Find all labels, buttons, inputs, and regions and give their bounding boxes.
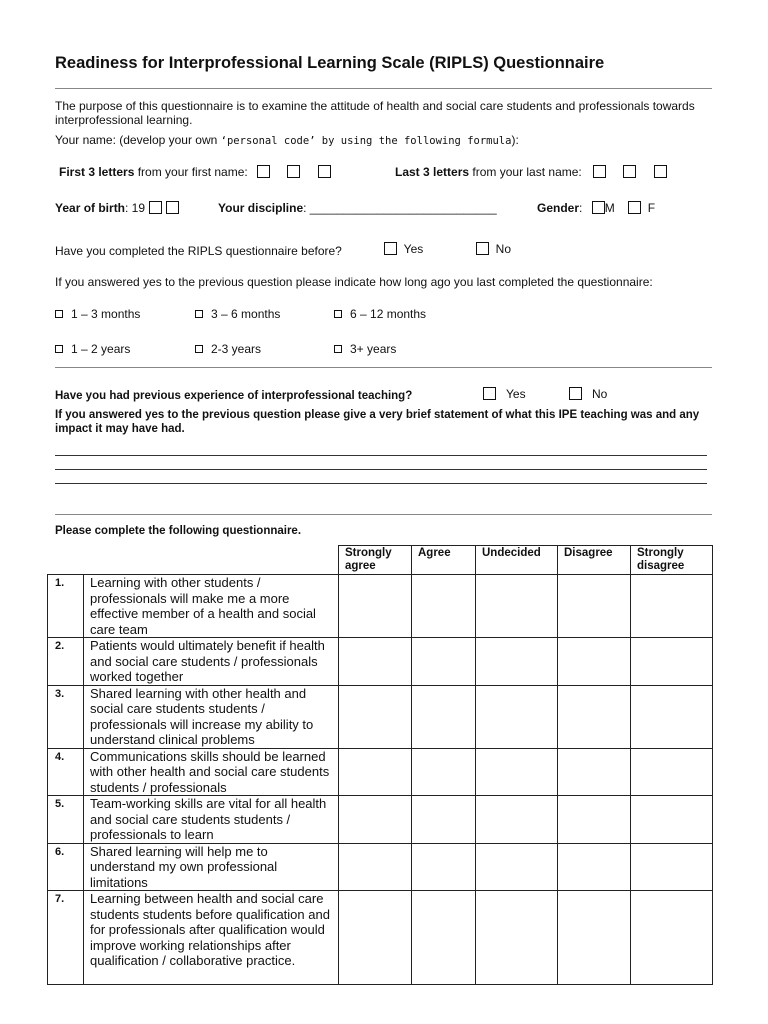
response-cell[interactable] [339, 685, 412, 748]
divider [55, 367, 712, 368]
response-cell[interactable] [339, 748, 412, 796]
gender-m-checkbox[interactable] [592, 201, 605, 214]
gender-row [537, 201, 655, 215]
item-statement: Communications skills should be learned with other health and social care students students / professionals [84, 748, 339, 796]
duration-checkbox[interactable] [55, 345, 63, 353]
response-cell[interactable] [631, 843, 713, 891]
item-number: 4. [48, 748, 84, 796]
last-letter-2-box[interactable] [623, 165, 636, 178]
response-cell[interactable] [558, 843, 631, 891]
response-cell[interactable] [558, 638, 631, 686]
response-cell[interactable] [339, 796, 412, 844]
header-strongly-disagree: Strongly disagree [631, 546, 713, 575]
name-prompt-start: Your name: (develop your own [55, 133, 221, 147]
duration-option-2[interactable] [195, 307, 280, 321]
response-cell[interactable] [339, 843, 412, 891]
table-row [48, 796, 713, 844]
duration-option-5[interactable] [195, 342, 261, 356]
response-cell[interactable] [631, 796, 713, 844]
item-statement: Shared learning with other health and social care students students / professionals will increase my ability to understand clinical problems [84, 685, 339, 748]
gender-f-label: F [647, 201, 656, 215]
table-header-row [48, 546, 713, 575]
header-agree: Agree [412, 546, 476, 575]
ripls-before-question: Have you completed the RIPLS questionnaire before? [55, 244, 342, 258]
item-number: 6. [48, 843, 84, 891]
first-letters-row [59, 165, 331, 179]
year-digit-2-box[interactable] [166, 201, 179, 214]
intro-text: The purpose of this questionnaire is to examine the attitude of health and social care students and professionals towards interprofessional learning. [55, 99, 695, 127]
item-statement: Patients would ultimately benefit if health and social care students / professionals worked together [84, 638, 339, 686]
response-cell[interactable] [631, 891, 713, 985]
response-cell[interactable] [476, 891, 558, 985]
item-statement: Shared learning will help me to understand my own professional limitations [84, 843, 339, 891]
first-letter-2-box[interactable] [287, 165, 300, 178]
gender-m-label: M [604, 201, 615, 215]
year-digit-1-box[interactable] [149, 201, 162, 214]
table-row [48, 575, 713, 638]
ripls-yes-label: Yes [403, 242, 424, 256]
response-cell[interactable] [558, 575, 631, 638]
header-strongly-agree: Strongly agree [339, 546, 412, 575]
response-cell[interactable] [476, 843, 558, 891]
response-cell[interactable] [339, 891, 412, 985]
response-cell[interactable] [412, 796, 476, 844]
response-cell[interactable] [412, 843, 476, 891]
ripls-yes-checkbox[interactable] [384, 242, 397, 255]
last-letters-rest: from your last name: [469, 165, 582, 179]
duration-label: 1 – 2 years [71, 342, 131, 356]
duration-label: 1 – 3 months [71, 307, 141, 321]
gender-label: Gender [537, 201, 580, 215]
duration-option-4[interactable] [55, 342, 130, 356]
item-statement: Learning between health and social care students students before qualification and for professionals after qualification would improve working relationships after qualification / collaborative practice. [84, 891, 339, 985]
item-statement: Learning with other students / professionals will make me a more effective member of a health and social care team [84, 575, 339, 638]
duration-option-3[interactable] [334, 307, 426, 321]
divider [55, 514, 712, 515]
last-letters-row [395, 165, 667, 179]
table-row [48, 638, 713, 686]
ripls-no-option [476, 242, 511, 256]
ipe-no-checkbox[interactable] [569, 387, 582, 400]
item-number: 3. [48, 685, 84, 748]
item-statement: Team-working skills are vital for all health and social care students students / professionals to learn [84, 796, 339, 844]
duration-checkbox[interactable] [195, 310, 203, 318]
last-letter-1-box[interactable] [593, 165, 606, 178]
response-cell[interactable] [476, 638, 558, 686]
page-title: Readiness for Interprofessional Learning Scale (RIPLS) Questionnaire [55, 54, 605, 72]
blank-cell [48, 546, 84, 575]
response-cell[interactable] [412, 891, 476, 985]
item-number: 1. [48, 575, 84, 638]
duration-label: 6 – 12 months [350, 307, 427, 321]
duration-checkbox[interactable] [334, 310, 342, 318]
complete-prompt: Please complete the following questionnaire. [55, 525, 302, 537]
first-letter-3-box[interactable] [318, 165, 331, 178]
duration-label: 2-3 years [211, 342, 262, 356]
response-line-3[interactable] [55, 483, 707, 484]
response-cell[interactable] [339, 638, 412, 686]
table-row [48, 843, 713, 891]
response-cell[interactable] [339, 575, 412, 638]
header-undecided: Undecided [476, 546, 558, 575]
year-of-birth-row [55, 201, 179, 215]
response-cell[interactable] [412, 685, 476, 748]
discipline-field[interactable]: : ____________________________ [303, 201, 497, 215]
year-of-birth-label: Year of birth [55, 201, 126, 215]
table-row [48, 748, 713, 796]
response-cell[interactable] [412, 638, 476, 686]
duration-option-6[interactable] [334, 342, 396, 356]
response-cell[interactable] [631, 685, 713, 748]
divider [55, 88, 712, 89]
response-cell[interactable] [631, 575, 713, 638]
response-cell[interactable] [631, 638, 713, 686]
item-number: 7. [48, 891, 84, 985]
ipe-yes-option [483, 387, 526, 401]
response-cell[interactable] [476, 575, 558, 638]
discipline-label: Your discipline [218, 201, 304, 215]
response-cell[interactable] [558, 891, 631, 985]
duration-checkbox[interactable] [334, 345, 342, 353]
year-of-birth-prefix: : 19 [125, 201, 146, 215]
name-prompt-formula: ‘personal code’ by using the following formula [220, 135, 512, 147]
ipe-no-label: No [592, 387, 608, 401]
ipe-yes-label: Yes [506, 387, 526, 401]
first-letter-1-box[interactable] [257, 165, 270, 178]
response-cell[interactable] [476, 685, 558, 748]
duration-label: 3 – 6 months [211, 307, 281, 321]
gender-colon: : [579, 201, 583, 215]
table-row [48, 685, 713, 748]
duration-option-1[interactable] [55, 307, 140, 321]
ipe-no-option [569, 387, 607, 401]
response-cell[interactable] [558, 685, 631, 748]
response-cell[interactable] [558, 796, 631, 844]
last-letters-label: Last 3 letters [395, 165, 470, 179]
duration-label: 3+ years [350, 342, 397, 356]
header-disagree: Disagree [558, 546, 631, 575]
ripls-yes-option [384, 242, 423, 256]
response-line-1[interactable] [55, 455, 707, 456]
gender-f-checkbox[interactable] [628, 201, 641, 214]
response-line-2[interactable] [55, 469, 707, 470]
ipe-yes-checkbox[interactable] [483, 387, 496, 400]
ripls-no-label: No [495, 242, 512, 256]
discipline-row [218, 201, 497, 215]
duration-checkbox[interactable] [195, 345, 203, 353]
item-number: 5. [48, 796, 84, 844]
response-cell[interactable] [412, 575, 476, 638]
how-long-question: If you answered yes to the previous question please indicate how long ago you last completed the questionnaire: [55, 275, 653, 289]
name-prompt [55, 133, 519, 147]
item-number: 2. [48, 638, 84, 686]
response-cell[interactable] [558, 748, 631, 796]
response-cell[interactable] [631, 748, 713, 796]
questionnaire-table [47, 545, 713, 985]
response-cell[interactable] [476, 796, 558, 844]
blank-cell [84, 546, 339, 575]
last-letter-3-box[interactable] [654, 165, 667, 178]
name-prompt-end: ): [511, 133, 519, 147]
ipe-followup: If you answered yes to the previous question please give a very brief statement of what this IPE teaching was and any impact it may have had. [55, 409, 700, 435]
table-row [48, 891, 713, 985]
first-letters-rest: from your first name: [134, 165, 248, 179]
response-cell[interactable] [412, 748, 476, 796]
duration-checkbox[interactable] [55, 310, 63, 318]
ripls-no-checkbox[interactable] [476, 242, 489, 255]
response-cell[interactable] [476, 748, 558, 796]
first-letters-label: First 3 letters [59, 165, 135, 179]
ipe-question: Have you had previous experience of interprofessional teaching? [55, 390, 413, 402]
